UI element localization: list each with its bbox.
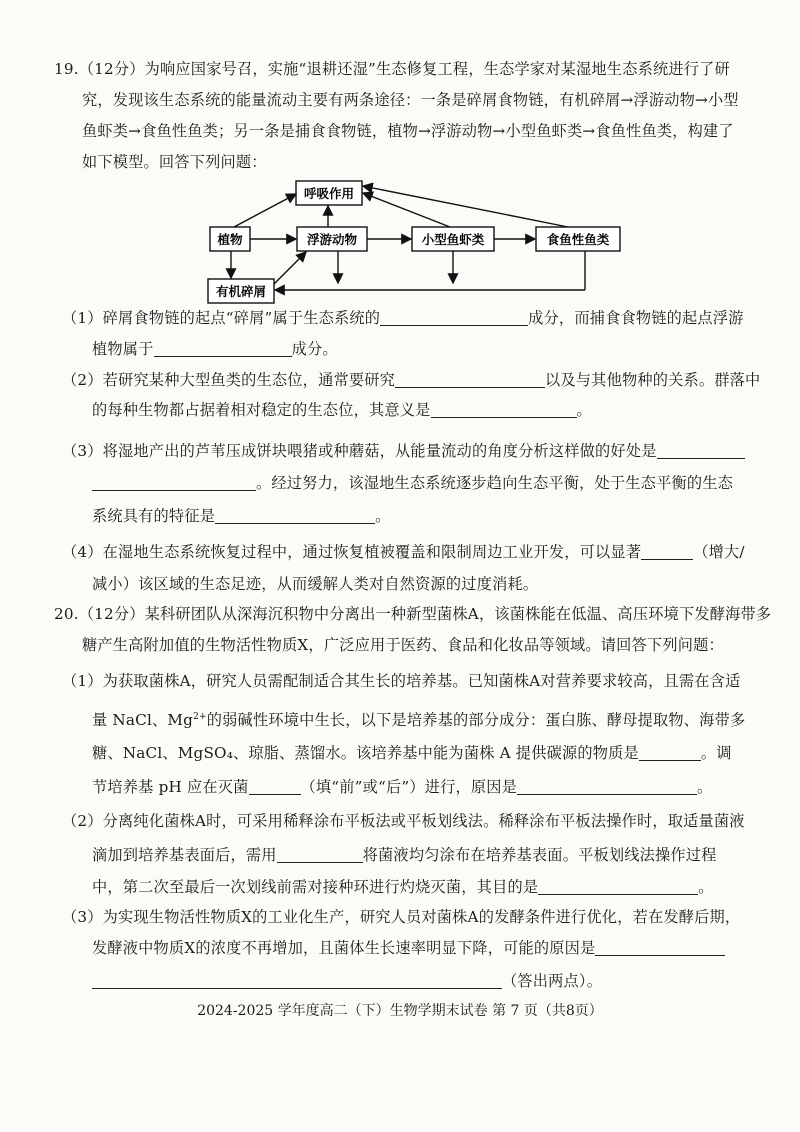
q19-p3-text-b: 。经过努力，该湿地生态系统逐步趋向生态平衡，处于生态平衡的生态 [256, 474, 734, 492]
q20-p1-text-c-b: 。调 [700, 744, 732, 762]
respiration-label: 呼吸作用 [303, 186, 355, 201]
q20-line-1: 20.（12分）某科研团队从深海沉积物中分离出一种新型菌株A，该菌株能在低温、高压环境下发酵海带多 [54, 605, 772, 623]
q19-p4-line-2: 减小）该区域的生态足迹，从而缓解人类对自然资源的过度消耗。 [92, 575, 539, 593]
q19-p2-text-d: 。 [576, 401, 592, 419]
q19-p2-text-b: 以及与其他物种的关系。群落中 [545, 371, 761, 389]
q20-line-2: 糖产生高附加值的生物活性物质X，广泛应用于医药、食品和化妆品等领域。请回答下列问题： [82, 636, 724, 654]
q19-line-2: 究，发现该生态系统的能量流动主要有两条途径：一条是碎屑食物链，有机碎屑→浮游动物→小型 [82, 91, 739, 109]
q19-p3-text-d: 。 [375, 507, 391, 525]
q19-p4-text-b: （增大/ [693, 543, 745, 561]
q19-p1-text-d: 成分。 [291, 340, 338, 358]
q20-p1-line-4 [92, 776, 712, 798]
q20-p1-text-b-pre: 量 NaCl、Mg [92, 711, 194, 729]
q20-p3-blank-2[interactable] [92, 972, 502, 989]
q20-p1-line-1: （1）为获取菌株A，研究人员需配制适合其生长的培养基。已知菌株A对营养要求较高，且需在含适 [62, 672, 741, 690]
q19-p2-line-2 [92, 399, 592, 421]
q19-p3-blank-2[interactable] [215, 507, 375, 524]
q19-p1-line-2 [92, 338, 338, 360]
q20-p2-blank-2[interactable] [538, 878, 698, 895]
q20-p1-text-d-b: （填“前”或“后”）进行，原因是 [300, 778, 518, 796]
q20-mg-charge: 2+ [193, 712, 207, 722]
energy-flow-diagram [200, 176, 640, 306]
q19-line-3: 鱼虾类→食鱼性鱼类；另一条是捕食食物链，植物→浮游动物→小型鱼虾类→食鱼性鱼类，构建了 [82, 122, 734, 140]
q19-p3-line-1 [62, 440, 745, 462]
q19-p4-blank[interactable] [641, 543, 693, 560]
q20-p3-blank-1[interactable] [595, 939, 725, 956]
q20-p1-text-c-a: 糖、NaCl、MgSO₄、琼脂、蒸馏水。该培养基中能为菌株 A 提供碳源的物质是 [92, 744, 639, 762]
detritus-label: 有机碎屑 [215, 284, 267, 299]
q20-p2-line-2 [92, 844, 717, 866]
q20-p3-line-1: （3）为实现生物活性物质X的工业化生产，研究人员对菌株A的发酵条件进行优化，若在发酵后期， [62, 908, 741, 926]
q20-p1-text-d-c: 。 [697, 778, 713, 796]
q20-p3-line-3 [92, 970, 602, 992]
q19-p3-text-a: （3）将湿地产出的芦苇压成饼块喂猪或种蘑菇，从能量流动的角度分析这样做的好处是 [62, 442, 657, 460]
q20-p1-line-2 [92, 706, 745, 731]
zooplankton-label: 浮游动物 [306, 232, 358, 247]
q19-p1-text-a: （1）碎屑食物链的起点“碎屑”属于生态系统的 [62, 309, 381, 327]
q19-p4-text-a: （4）在湿地生态系统恢复过程中，通过恢复植被覆盖和限制周边工业开发，可以显著 [62, 543, 642, 561]
piscivore-label: 食鱼性鱼类 [546, 232, 610, 247]
q20-p1-text-b-post: 的弱碱性环境中生长，以下是培养基的部分成分：蛋白胨、酵母提取物、海带多 [206, 711, 746, 729]
q20-p2-blank-1[interactable] [277, 846, 363, 863]
q19-p2-text-c: 的每种生物都占据着相对稳定的生态位，其意义是 [92, 401, 431, 419]
q20-p1-line-3 [92, 742, 732, 764]
q20-p3-text-b: 发酵液中物质X的浓度不再增加，且菌体生长速率明显下降，可能的原因是 [92, 939, 596, 957]
q19-p1-blank-2[interactable] [154, 340, 292, 357]
q19-p2-line-1 [62, 369, 760, 391]
q19-p3-blank-1-cont[interactable] [92, 474, 256, 491]
q20-p2-text-b-a: 滴加到培养基表面后，需用 [92, 846, 277, 864]
q19-p2-blank-1[interactable] [395, 371, 545, 388]
q19-p2-text-a: （2）若研究某种大型鱼类的生态位，通常要研究 [62, 371, 396, 389]
q19-line-4: 如下模型。回答下列问题： [82, 153, 267, 171]
q19-p3-text-c: 系统具有的特征是 [92, 507, 216, 525]
q19-line-1: 19.（12分）为响应国家号召，实施“退耕还湿”生态修复工程，生态学家对某湿地生态系统进行了研 [54, 60, 730, 78]
q19-p3-blank-1[interactable] [657, 442, 745, 459]
q19-p1-text-c: 植物属于 [92, 340, 154, 358]
q20-p1-blank-3[interactable] [517, 778, 697, 795]
q19-p2-blank-2[interactable] [431, 401, 577, 418]
q20-p2-text-c-b: 。 [698, 878, 714, 896]
q20-p2-line-3 [92, 876, 714, 898]
q19-p3-line-2 [92, 472, 733, 494]
q20-p1-text-d-a: 节培养基 pH 应在灭菌 [92, 778, 249, 796]
q19-p4-line-1 [62, 541, 745, 563]
q20-p2-text-c-a: 中，第二次至最后一次划线前需对接种环进行灼烧灭菌，其目的是 [92, 878, 539, 896]
q19-p3-line-3 [92, 505, 391, 527]
q19-p1-blank-1[interactable] [380, 309, 528, 326]
q19-p1-line-1 [62, 307, 744, 329]
q20-p1-blank-2[interactable] [249, 778, 301, 795]
q19-p1-text-b: 成分，而捕食食物链的起点浮游 [528, 309, 744, 327]
q20-p1-blank-1[interactable] [639, 744, 701, 761]
q20-p3-text-c: （答出两点）。 [502, 972, 603, 990]
small-fish-label: 小型鱼虾类 [421, 232, 485, 247]
plants-label: 植物 [217, 232, 243, 247]
q20-p2-line-1: （2）分离纯化菌株A时，可采用稀释涂布平板法或平板划线法。稀释涂布平板法操作时，取适量菌液 [62, 812, 745, 830]
q20-p3-line-2 [92, 937, 725, 959]
page-footer: 2024-2025 学年度高二（下）生物学期末试卷 第 7 页（共8页） [197, 1003, 603, 1019]
q20-p2-text-b-b: 将菌液均匀涂布在培养基表面。平板划线法操作过程 [362, 846, 717, 864]
